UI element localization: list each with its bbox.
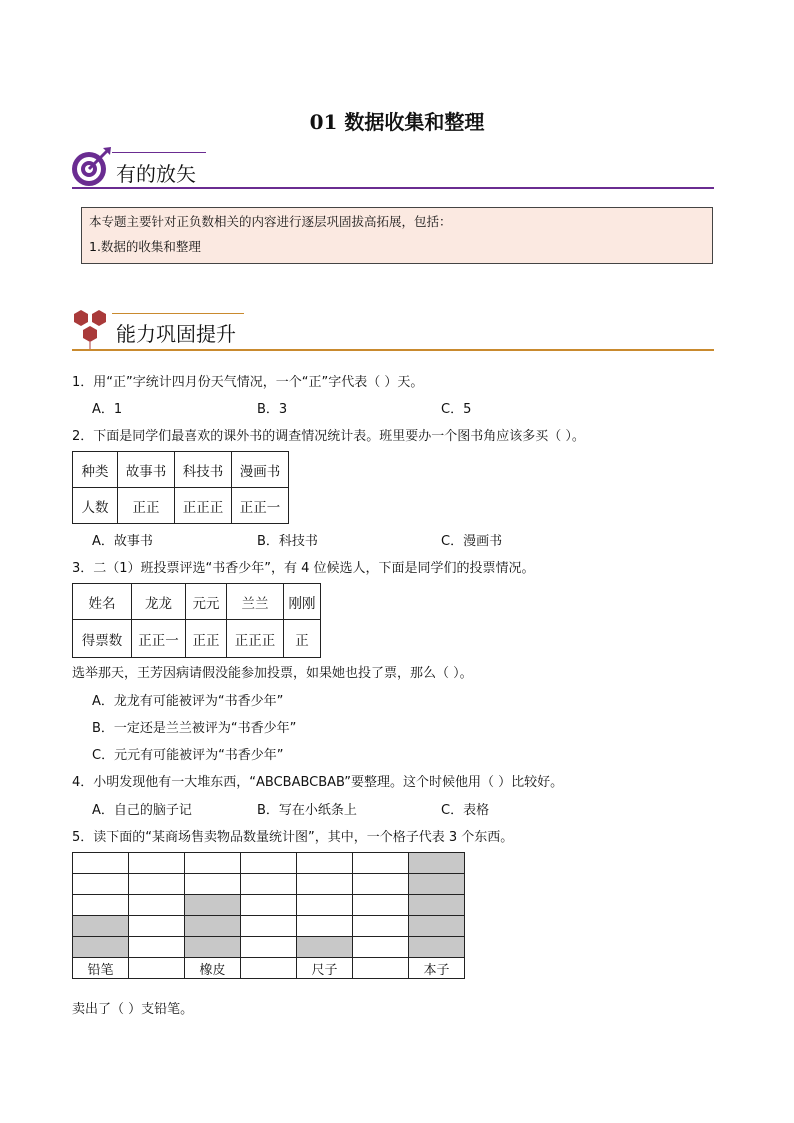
grid-cell	[129, 874, 185, 895]
grid-cell	[353, 895, 409, 916]
section-rule-purple	[72, 187, 714, 189]
grid-cell	[241, 916, 297, 937]
q3-option-a: A．龙龙有可能被评为“书香少年”	[92, 694, 284, 709]
section-rule-orange	[72, 349, 714, 351]
q3-cell: 正	[284, 620, 321, 658]
q3-cell: 兰兰	[227, 584, 284, 620]
section-heading-target: 有的放矢	[116, 162, 196, 186]
grid-label	[353, 958, 409, 979]
q2-cell: 正正	[118, 488, 175, 524]
hexagon-icon	[68, 307, 114, 349]
section-heading-underline-2	[112, 313, 244, 314]
intro-line-2: 1.数据的收集和整理	[89, 239, 201, 254]
section-heading-underline	[112, 152, 206, 153]
grid-cell	[297, 895, 353, 916]
target-icon	[70, 146, 112, 188]
q3-option-c: C．元元有可能被评为“书香少年”	[92, 748, 284, 763]
grid-cell	[73, 874, 129, 895]
q3-cell: 正正一	[132, 620, 186, 658]
q2-cell: 人数	[73, 488, 118, 524]
question-3: 3．二（1）班投票评选“书香少年”，有 4 位候选人，下面是同学们的投票情况。	[72, 561, 535, 576]
q5-followup: 卖出了（ ）支铅笔。	[72, 1002, 194, 1017]
page-title: 01 数据收集和整理	[309, 110, 485, 134]
q3-cell: 得票数	[73, 620, 132, 658]
q3-cell: 正正	[186, 620, 227, 658]
q3-cell: 姓名	[73, 584, 132, 620]
q3-cell: 元元	[186, 584, 227, 620]
grid-cell	[185, 853, 241, 874]
grid-cell	[409, 853, 465, 874]
grid-cell	[241, 874, 297, 895]
intro-line-1: 本专题主要针对正负数相关的内容进行逐层巩固拔高拓展，包括：	[89, 214, 452, 229]
grid-cell	[73, 895, 129, 916]
q3-followup: 选举那天，王芳因病请假没能参加投票，如果她也投了票，那么（ ）。	[72, 666, 473, 681]
q4-option-c: C．表格	[441, 803, 490, 818]
q3-option-b: B．一定还是兰兰被评为“书香少年”	[92, 721, 297, 736]
grid-cell	[73, 937, 129, 958]
grid-label: 尺子	[297, 958, 353, 979]
grid-cell	[297, 853, 353, 874]
q2-cell: 正正正	[175, 488, 232, 524]
grid-cell	[353, 853, 409, 874]
q4-option-a: A．自己的脑子记	[92, 803, 192, 818]
q2-option-b: B．科技书	[257, 534, 318, 549]
q2-table	[72, 451, 289, 524]
section-heading-ability: 能力巩固提升	[116, 322, 236, 346]
grid-cell	[409, 937, 465, 958]
q5-grid-chart	[72, 852, 465, 979]
grid-cell	[241, 853, 297, 874]
question-2: 2．下面是同学们最喜欢的课外书的调查情况统计表。班里要办一个图书角应该多买（ ）。	[72, 429, 585, 444]
grid-label: 铅笔	[73, 958, 129, 979]
q3-cell: 正正正	[227, 620, 284, 658]
grid-label: 橡皮	[185, 958, 241, 979]
q2-option-a: A．故事书	[92, 534, 153, 549]
grid-label	[241, 958, 297, 979]
q3-cell: 刚刚	[284, 584, 321, 620]
q3-table	[72, 583, 321, 658]
grid-cell	[73, 916, 129, 937]
grid-cell	[129, 853, 185, 874]
grid-label: 本子	[409, 958, 465, 979]
question-4: 4．小明发现他有一大堆东西，“ABCBABCBAB”要整理。这个时候他用（ ）比较好。	[72, 775, 564, 790]
grid-cell	[241, 937, 297, 958]
grid-cell	[185, 874, 241, 895]
q4-option-b: B．写在小纸条上	[257, 803, 357, 818]
grid-cell	[297, 937, 353, 958]
q1-option-b: B．3	[257, 402, 288, 417]
q2-option-c: C．漫画书	[441, 534, 503, 549]
grid-cell	[353, 937, 409, 958]
grid-cell	[353, 874, 409, 895]
intro-box	[81, 207, 713, 264]
grid-cell	[409, 895, 465, 916]
grid-label	[129, 958, 185, 979]
q2-cell: 科技书	[175, 452, 232, 488]
q2-cell: 正正一	[232, 488, 289, 524]
grid-cell	[129, 916, 185, 937]
grid-cell	[73, 853, 129, 874]
grid-cell	[185, 895, 241, 916]
grid-cell	[297, 874, 353, 895]
grid-cell	[185, 916, 241, 937]
q3-cell: 龙龙	[132, 584, 186, 620]
grid-cell	[129, 937, 185, 958]
question-1: 1．用“正”字统计四月份天气情况，一个“正”字代表（ ）天。	[72, 375, 424, 390]
q1-option-a: A．1	[92, 402, 123, 417]
grid-cell	[409, 874, 465, 895]
grid-cell	[241, 895, 297, 916]
grid-cell	[409, 916, 465, 937]
q2-cell: 种类	[73, 452, 118, 488]
question-5: 5．读下面的“某商场售卖物品数量统计图”，其中，一个格子代表 3 个东西。	[72, 830, 514, 845]
grid-cell	[129, 895, 185, 916]
q1-option-c: C．5	[441, 402, 472, 417]
q2-cell: 故事书	[118, 452, 175, 488]
q2-cell: 漫画书	[232, 452, 289, 488]
grid-cell	[353, 916, 409, 937]
grid-cell	[185, 937, 241, 958]
grid-cell	[297, 916, 353, 937]
